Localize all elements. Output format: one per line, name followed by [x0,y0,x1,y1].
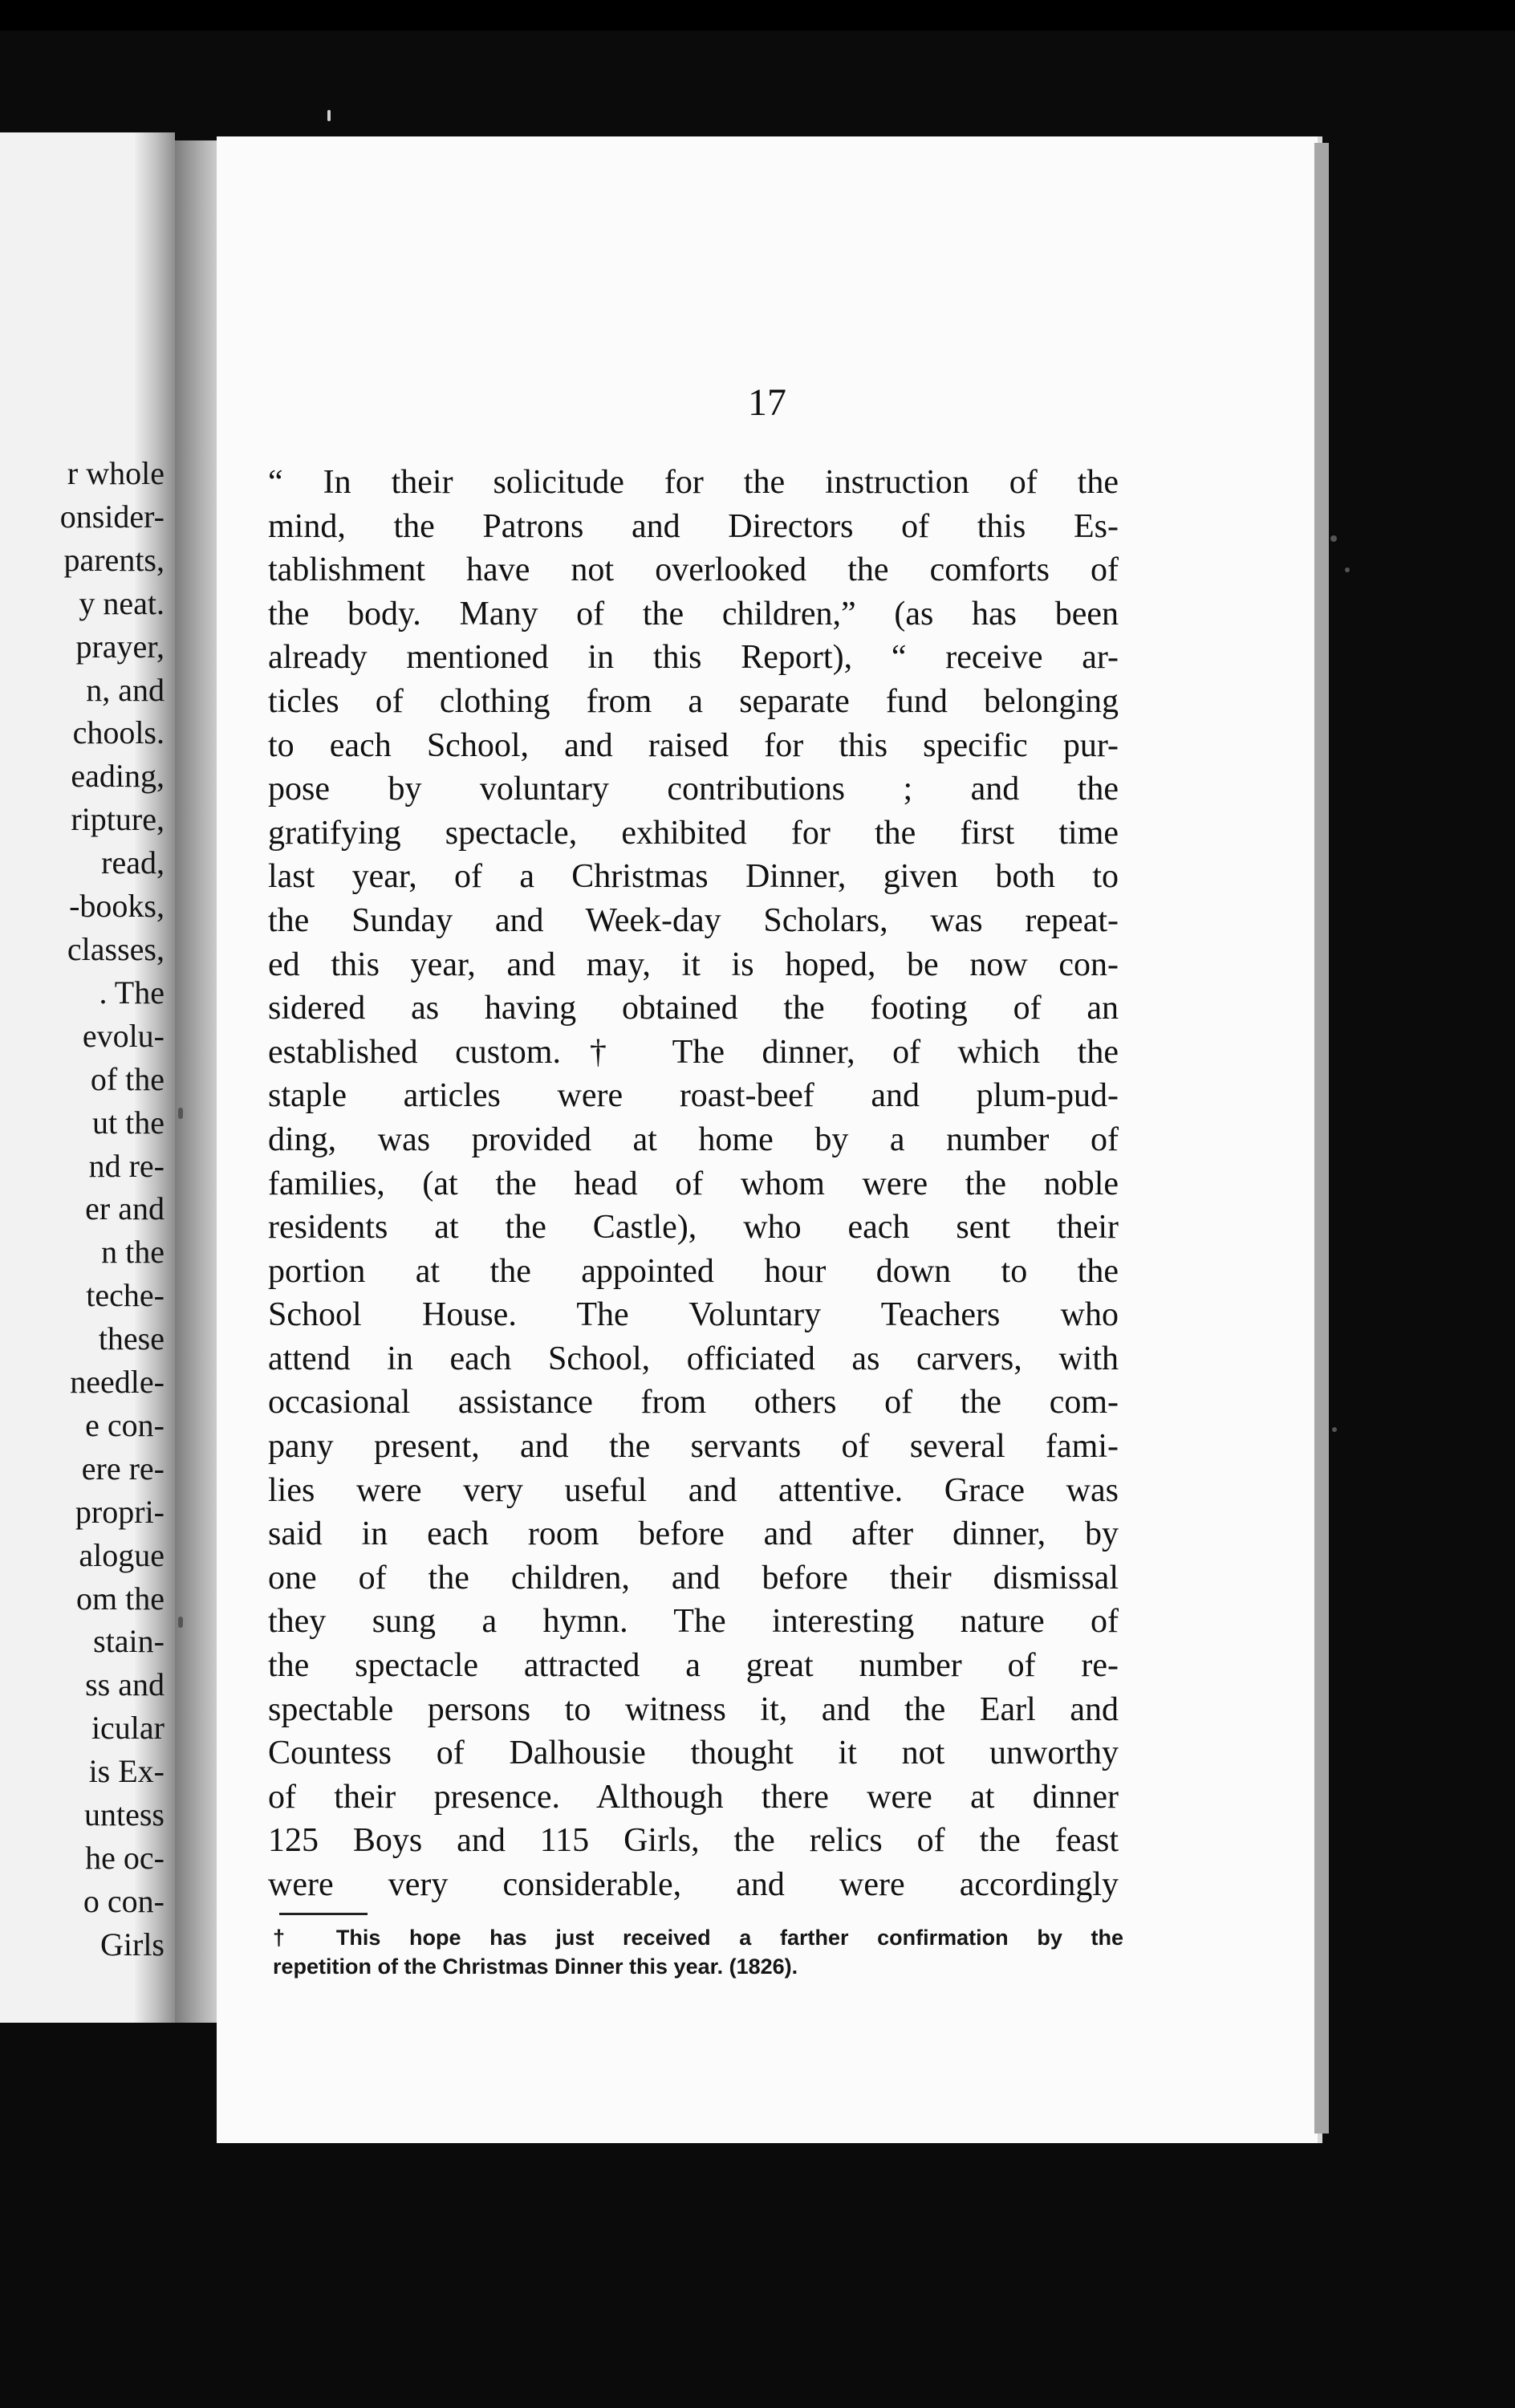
left-line: -books, [69,888,164,925]
left-line: ut the [92,1104,164,1141]
left-line: needle- [70,1364,164,1401]
text-line: they sung a hymn. The interesting nature of [268,1603,1119,1641]
left-line: o con- [83,1882,164,1919]
left-line: ss and [85,1666,164,1703]
footnote-line: † This hope has just received a farther confirmation by the [273,1926,1123,1950]
scan-speck [178,1617,183,1628]
left-line: these [98,1320,164,1357]
left-line: e con- [85,1406,164,1443]
text-line: the Sunday and Week-day Scholars, was repeat- [268,901,1119,939]
text-line: to each School, and raised for this specific pur- [268,726,1119,764]
left-line: stain- [93,1623,164,1660]
left-line: evolu- [82,1017,164,1054]
left-line: n the [101,1234,164,1271]
text-line: established custom.† The dinner, of which the [268,1033,1119,1071]
text-line: one of the children, and before their dismissal [268,1559,1119,1597]
footnote-line: repetition of the Christmas Dinner this year. (1826). [273,1954,798,1979]
text-line: 125 Boys and 115 Girls, the relics of the feast [268,1822,1119,1860]
footnote-rule [279,1913,368,1915]
left-line: r whole [67,455,164,491]
text-line: already mentioned in this Report), “ receive ar- [268,639,1119,677]
text-line: School House. The Voluntary Teachers who [268,1296,1119,1334]
text-line: sidered as having obtained the footing of an [268,990,1119,1027]
body-text [268,461,1119,1907]
left-line: y neat. [79,584,164,621]
text-line: pose by voluntary contributions ; and the [268,771,1119,808]
text-line: residents at the Castle), who each sent their [268,1209,1119,1247]
text-line: said in each room before and after dinner, by [268,1515,1119,1553]
text-line: tablishment have not overlooked the comforts of [268,551,1119,589]
left-line: is Ex- [88,1753,164,1790]
left-line: of the [90,1060,164,1097]
left-line: read, [101,844,164,881]
text-line: ding, was provided at home by a number of [268,1121,1119,1158]
left-line: . The [99,974,164,1011]
text-line: were very considerable, and were accordingly [268,1866,1119,1903]
left-line: he oc- [85,1840,164,1876]
left-line: er and [85,1190,164,1227]
left-page-text [0,452,164,1967]
text-line: staple articles were roast-beef and plum-pud- [268,1077,1119,1115]
text-line: the body. Many of the children,” (as has been [268,595,1119,633]
left-line: untess [84,1796,164,1833]
left-line: alogue [79,1536,164,1573]
left-line: parents, [63,541,164,578]
page-number: 17 [748,381,786,424]
text-line: occasional assistance from others of the com- [268,1384,1119,1422]
text-line: last year, of a Christmas Dinner, given both to [268,858,1119,896]
left-line: om the [76,1580,164,1617]
text-line: “ In their solicitude for the instruction of the [268,464,1119,501]
book-gutter [175,140,223,2023]
left-line: classes, [67,930,164,967]
left-line: ere re- [81,1450,164,1487]
text-line: pany present, and the servants of several fami- [268,1428,1119,1466]
left-line: chools. [72,714,164,751]
left-line: onsider- [59,498,164,535]
left-line: eading, [71,758,164,795]
text-line: ed this year, and may, it is hoped, be now con- [268,946,1119,983]
scan-speck [1330,535,1337,542]
text-line: lies were very useful and attentive. Grace was [268,1471,1119,1509]
scan-speck [178,1108,183,1119]
left-line: icular [91,1710,164,1747]
left-line: propri- [75,1493,164,1530]
left-line: nd re- [88,1147,164,1184]
scan-speck [1345,567,1350,572]
text-line: gratifying spectacle, exhibited for the first time [268,814,1119,852]
text-line: of their presence. Although there were at dinner [268,1778,1119,1816]
left-line: Girls [100,1926,164,1963]
text-line: portion at the appointed hour down to the [268,1252,1119,1290]
left-line: n, and [86,671,164,708]
text-line: families, (at the head of whom were the noble [268,1165,1119,1202]
text-line: Countess of Dalhousie thought it not unworthy [268,1735,1119,1772]
text-line: spectable persons to witness it, and the Earl and [268,1690,1119,1728]
text-line: the spectacle attracted a great number of re- [268,1647,1119,1685]
text-line: ticles of clothing from a separate fund belonging [268,682,1119,720]
footnote [273,1923,1123,1981]
text-line: mind, the Patrons and Directors of this Es- [268,507,1119,545]
left-page [0,132,175,2023]
text-line: attend in each School, officiated as carvers, with [268,1340,1119,1377]
scan-speck [327,110,331,121]
scan-speck [1332,1427,1337,1432]
right-page-edge [1314,143,1329,2133]
left-line: prayer, [75,628,164,665]
left-line: teche- [86,1277,164,1314]
scan-top-border [0,0,1515,31]
left-line: ripture, [71,801,164,838]
